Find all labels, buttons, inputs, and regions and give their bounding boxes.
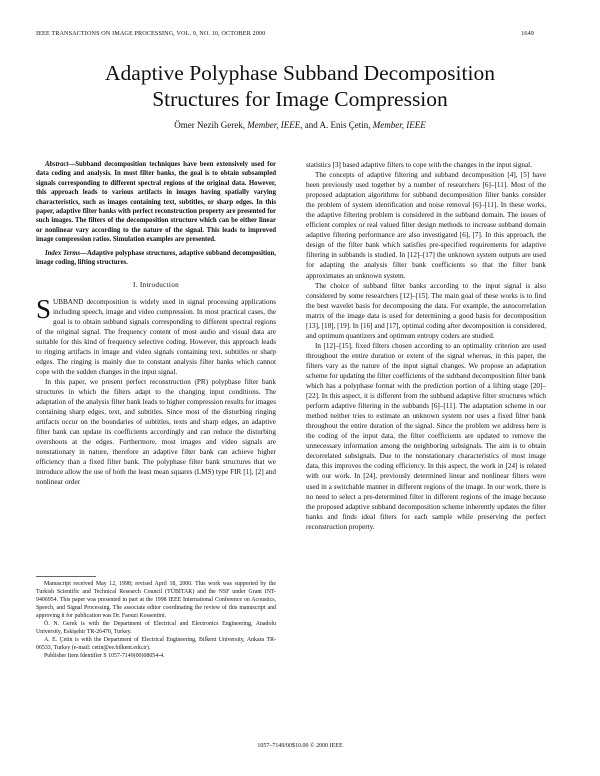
right-paragraph-3: In [12]–[15], fixed filters chosen according to an optimality criterion are used throughout the entire duration or extent of the signal whereas, in this paper, the filters vary as the nature of the input signal changes. We propose an adaptation scheme for updating the filter coefficients of the subband decomposition filter bank which has a polyphase format with the prediction portion of a lifting stage [20]–[22]. In this aspect, it is different from the subband adaptive filter structures which perform adaptive filtering in the subbands [6]–[11]. The adaptation scheme in our method neither tries to estimate an unknown system nor uses a fixed filter bank throughout the entire duration of the signal. Since the problem we address here is the coding of the input data, the filter coefficients are updated to remove the unnecessary information among the neighboring subsignals. The aim is to obtain decorrelated subsignals. Due to the nonstationary characteristics of most image data, this improves the coding efficiency. In this aspect, the work in [24] is related with our work. In [24], previously determined linear and nonlinear filters were used in a switchable manner in different regions of the image. In our work, there is no need to select a pre-determined filter in different regions of the image because the proposed adaptive subband decomposition scheme inherently updates the filter banks and finds ideal filters for each sample while preserving the perfect reconstruction property. — [306, 341, 546, 531]
footnote-manuscript: Manuscript received May 12, 1998; revised April 18, 2000. This work was supported by the Turkish Scientific and Technical Research Council (TÜBİTAK) and the NSF under Grant INT-9406954. This paper was presented in part at the 1998 IEEE International Conference on Acoustics, Speech, and Signal Processing. The associate editor coordinating the review of this manuscript and approving it for publication was Dr. Faouzi Kossentini. — [36, 581, 276, 619]
right-paragraph-2: The choice of subband filter banks according to the input signal is also considered by some researchers [12]–[15]. The main goal of these works is to find the best wavelet basis for decomposing the data. For example, the autocorrelation matrix of the image data is used for determining a good basis for decomposition [13], [18], [19]. In [16] and [17], optimal coding after decomposition is considered, and optimum quantizers and optimum entropy coders are studied. — [306, 281, 546, 340]
title-line-1: Adaptive Polyphase Subband Decomposition — [105, 61, 495, 85]
intro-paragraph-1 — [36, 293, 276, 377]
author-2-membership: Member, IEEE — [372, 120, 426, 130]
footnote-author-1-affiliation: Ö. N. Gerek is with the Department of Electrical and Electronics Engineering, Anadolu University, Eskişehir TR-26470, Turkey. — [36, 621, 276, 635]
intro-paragraph-2: In this paper, we present perfect reconstruction (PR) polyphase filter bank structures in which the filters adapt to the changing input conditions. The adaptation of the analysis filter bank leads to higher compression results for images containing sharp edges, text, and subtitles. Since most of the disturbing ringing artifacts occur on the boundaries of subtitles, texts and sharp edges, an adaptive filter bank can update its coefficients accordingly and can reduce the disturbing overshoots at the edges. Furthermore, most images and video signals are nonstationary in nature, therefore an adaptive filter bank can achieve higher efficiency than a fixed filter bank. The polyphase filter bank structures that we introduce allow the use of both the least mean squares (LMS) type FIR [1], [2] and nonlinear order — [36, 377, 276, 487]
abstract — [36, 160, 276, 245]
author-2-name: A. Enis Çetin — [319, 120, 369, 130]
abstract-text: Subband decomposition techniques have been extensively used for data coding and analysis. In most filter banks, the goal is to obtain subsampled signals corresponding to different spectral regions of the original data. However, this approach leads to various artifacts in images having spatially varying characteristics, such as images containing text, subtitles, or sharp edges. In this paper, adaptive filter banks with perfect reconstruction property are presented for such images. The filters of the decomposition structure which can be either linear or nonlinear vary according to the nature of the signal. This leads to improved image compression ratios. Simulation examples are presented. — [36, 161, 276, 244]
page-number: 1649 — [521, 30, 534, 37]
title-line-2: Structures for Image Compression — [152, 87, 448, 111]
paper-title — [0, 60, 600, 112]
index-terms-dash: — — [80, 249, 87, 257]
copyright-line: 1057–7149/00$10.00 © 2000 IEEE — [257, 743, 343, 749]
author-conjunction: , and — [300, 120, 320, 130]
index-terms — [36, 249, 276, 268]
right-paragraph-0: statistics [3] based adaptive filters to cope with the changes in the input signal. — [306, 161, 532, 169]
intro-paragraph-1-text: UBBAND decomposition is widely used in signal processing applications including speech, image and video compression. In most practical cases, the goal is to obtain subband signals corresponding to different spectral regions of the original signal. The frequency content of most audio and visual data are suitable for this kind of frequency selective coding. However, this approach leads to ringing artifacts in image and video signals containing text, subtitles or sharp edges. The ringing is mainly due to constant analysis filter banks which cannot cope with the sudden changes in the input signal. — [36, 297, 276, 376]
index-terms-text: Adaptive polyphase structures, adaptive subband decomposition, image coding, lifting structures. — [36, 249, 276, 267]
footnote-publisher-id: Publisher Item Identifier S 1057-7149(00)08054-4. — [44, 653, 165, 659]
right-paragraph-1: The concepts of adaptive filtering and subband decomposition [4], [5] have been previously used together by a number of researchers [6]–[11]. Most of the proposed adaptation algorithms for subband decomposition filter banks consider the problem of system identification and noise removal [6]–[11]. In these works, the adaptive filtering problem is considered in the subband domain. The issues of efficient complex or real valued filter design methods to increase subband domain adaptive filtering performance are also investigated [6], [7]. In this approach, the design of the filter bank which satisfies pre-specified requirements for adaptive filtering in subbands is studied. In [12]–[17] the unknown system outputs are used for adapting the analysis filter bank coefficients so that the filter bank approximates an unknown system. — [306, 171, 546, 280]
footnote-author-2-affiliation: A. E. Çetin is with the Department of Electrical Engineering, Bilkent University, Ankara TR-06533, Turkey (e-mail: cetin@ee.bilkent.edu.tr). — [36, 637, 276, 651]
running-header — [36, 30, 534, 37]
drop-cap: S — [36, 293, 52, 324]
section-heading-introduction: I. Introduction — [132, 281, 180, 290]
journal-header: IEEE TRANSACTIONS ON IMAGE PROCESSING, VOL. 9, NO. 10, OCTOBER 2000 — [36, 30, 266, 37]
footnote-rule — [36, 576, 96, 577]
index-terms-label: Index Terms — [45, 249, 81, 257]
author-1-name: Ömer Nezih Gerek — [174, 120, 243, 130]
abstract-dash: — — [68, 161, 76, 168]
abstract-label: Abstract — [45, 161, 69, 168]
author-line: Ömer Nezih Gerek, Member, IEEE, and A. Enis Çetin, Member, IEEE — [174, 120, 426, 130]
right-column — [306, 160, 546, 532]
author-1-membership: Member, IEEE — [247, 120, 301, 130]
first-page-footnote — [36, 576, 276, 660]
left-column — [36, 160, 276, 487]
